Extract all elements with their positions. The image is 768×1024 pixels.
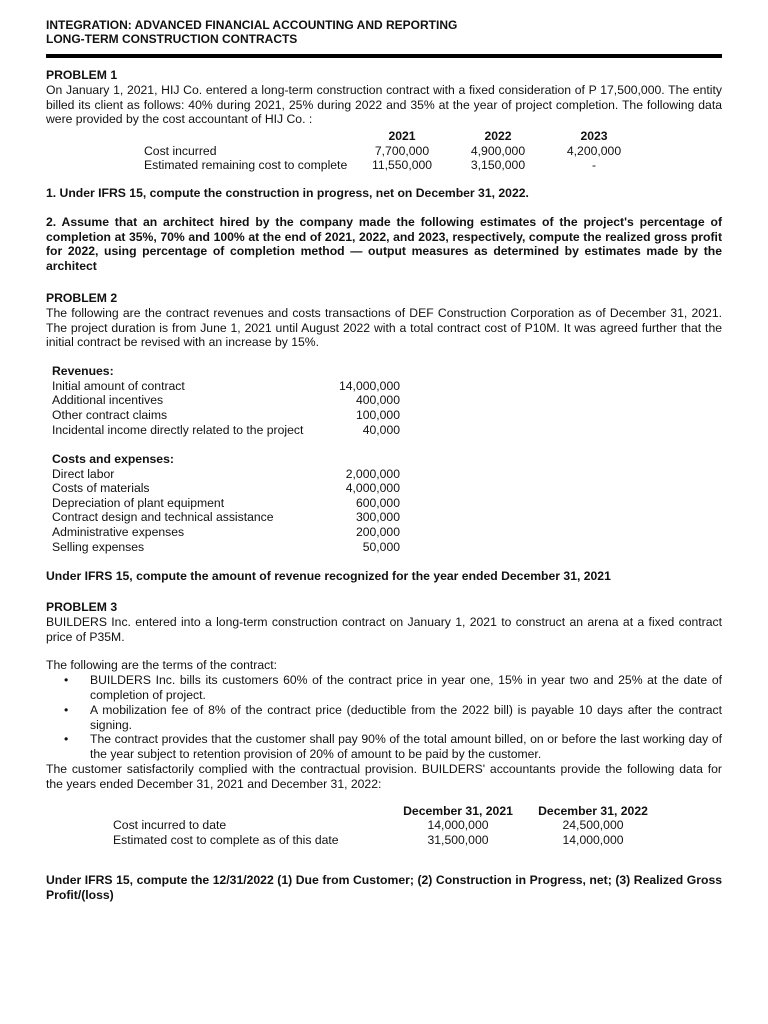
problem-1-cost-table [144,129,642,173]
problem-2-question: Under IFRS 15, compute the amount of revenue recognized for the year ended December 31, 2021 [46,569,611,584]
cell-value: 200,000 [355,525,400,540]
row-label: Contract design and technical assistance [52,510,274,525]
cell-value: 100,000 [355,407,400,422]
list-item: • The contract provides that the customer shall pay 90% of the total amount billed, on or before the last working day of the year subject to retention provision of 20% of amount to be paid by the customer. [90,732,722,762]
header-divider [46,54,722,58]
costs-heading: Costs and expenses: [52,452,174,467]
row-label: Additional incentives [52,393,164,408]
cell-value: 31,500,000 [427,832,489,847]
cell-value: 40,000 [362,422,400,437]
row-label: Cost incurred [144,143,217,158]
problem-2-intro: The following are the contract revenues and costs transactions of DEF Construction Corporation as of December 31, 2021. The project duration is from June 1, 2021 until August 2022 with a total contract cost of P10M. It was agreed further that the initial contract be revised with an increase by 15%. [46,305,722,350]
after-terms-text: The customer satisfactorily complied with the contractual provision. BUILDERS' accountants provide the following data for the years ended December 31, 2021 and December 31, 2022: [46,762,722,791]
cell-value: 50,000 [362,539,400,554]
table-row [52,496,400,511]
cell-value: 2,000,000 [345,466,400,481]
course-title: INTEGRATION: ADVANCED FINANCIAL ACCOUNTING AND REPORTING [46,18,458,32]
table-row [52,540,400,555]
cell-value: 11,550,000 [371,158,433,173]
cell-value: 300,000 [355,510,400,525]
row-label: Estimated cost to complete as of this date [113,832,339,847]
cell-value: 400,000 [355,393,400,408]
row-label: Estimated remaining cost to complete [144,158,348,173]
table-row [113,833,663,848]
cell-value: 14,000,000 [427,818,489,833]
revenues-heading: Revenues: [52,364,114,379]
problem-2-title: PROBLEM 2 [46,290,118,305]
year-header: 2023 [580,129,608,144]
problem-3-cost-table [113,804,663,848]
table-row [52,481,400,496]
cell-value: 7,700,000 [374,143,430,158]
table-row [144,158,642,173]
table-row [52,393,400,408]
cell-value: 4,200,000 [566,143,622,158]
year-header: 2022 [484,129,512,144]
date-header: December 31, 2022 [538,803,648,818]
cell-value: 14,000,000 [562,832,624,847]
problem-3-title: PROBLEM 3 [46,600,118,615]
problem-2 [46,291,722,584]
list-item: • BUILDERS Inc. bills its customers 60% of the contract price in year one, 15% in year two and 25% at the date of completion of project. [90,673,722,703]
problem-1-title: PROBLEM 1 [46,68,118,82]
document-page [46,18,722,903]
table-row [52,510,400,525]
cell-value: 3,150,000 [470,158,526,173]
row-label: Initial amount of contract [52,378,185,393]
row-label: Incidental income directly related to the project [52,422,304,437]
problem-1 [46,68,722,274]
table-row [52,423,400,438]
row-label: Direct labor [52,466,115,481]
table-row [52,408,400,423]
table-row [52,525,400,540]
table-row [113,818,663,833]
table-row [52,379,400,394]
row-label: Costs of materials [52,481,150,496]
row-label: Other contract claims [52,407,168,422]
problem-3 [46,600,722,903]
problem-3-question: Under IFRS 15, compute the 12/31/2022 (1) Due from Customer; (2) Construction in Progress, net; (3) Realized Gross Profit/(loss) [46,873,722,903]
problem-1-intro: On January 1, 2021, HIJ Co. entered a long-term construction contract with a fixed consideration of P 17,500,000. The entity billed its client as follows: 40% during 2021, 25% during 2022 and 35% at the year of project completion. The following data were provided by the cost accountant of HIJ Co. : [46,82,722,127]
row-label: Selling expenses [52,539,145,554]
problem-2-revenues-table [52,364,400,437]
cell-value: 600,000 [355,495,400,510]
row-label: Depreciation of plant equipment [52,495,225,510]
topic-title: LONG-TERM CONSTRUCTION CONTRACTS [46,32,298,46]
terms-intro: The following are the terms of the contract: [46,658,277,673]
contract-terms-list [46,673,722,762]
row-label: Administrative expenses [52,525,185,540]
date-header: December 31, 2021 [403,803,513,818]
row-label: Cost incurred to date [113,818,227,833]
list-item: • A mobilization fee of 8% of the contract price (deductible from the 2022 bill) is payable 10 days after the contract signing. [90,703,722,733]
cell-value: 24,500,000 [562,818,624,833]
table-row [52,467,400,482]
cell-value: 4,000,000 [345,481,400,496]
cell-value: 4,900,000 [470,143,526,158]
cell-value: 14,000,000 [339,378,400,393]
table-row [144,144,642,159]
year-header: 2021 [388,129,416,144]
cell-value: - [591,158,597,173]
problem-3-intro: BUILDERS Inc. entered into a long-term construction contract on January 1, 2021 to construct an arena at a fixed contract price of P35M. [46,614,722,644]
problem-1-question-2: 2. Assume that an architect hired by the company made the following estimates of the project's percentage of completion at 35%, 70% and 100% at the end of 2021, 2022, and 2023, respectively, compute the realized gross profit for 2022, using percentage of completion method — output measures as determined by estimates made by the architect [46,214,722,274]
problem-2-costs-table [52,452,400,554]
problem-1-question-1: 1. Under IFRS 15, compute the construction in progress, net on December 31, 2022. [46,185,529,200]
